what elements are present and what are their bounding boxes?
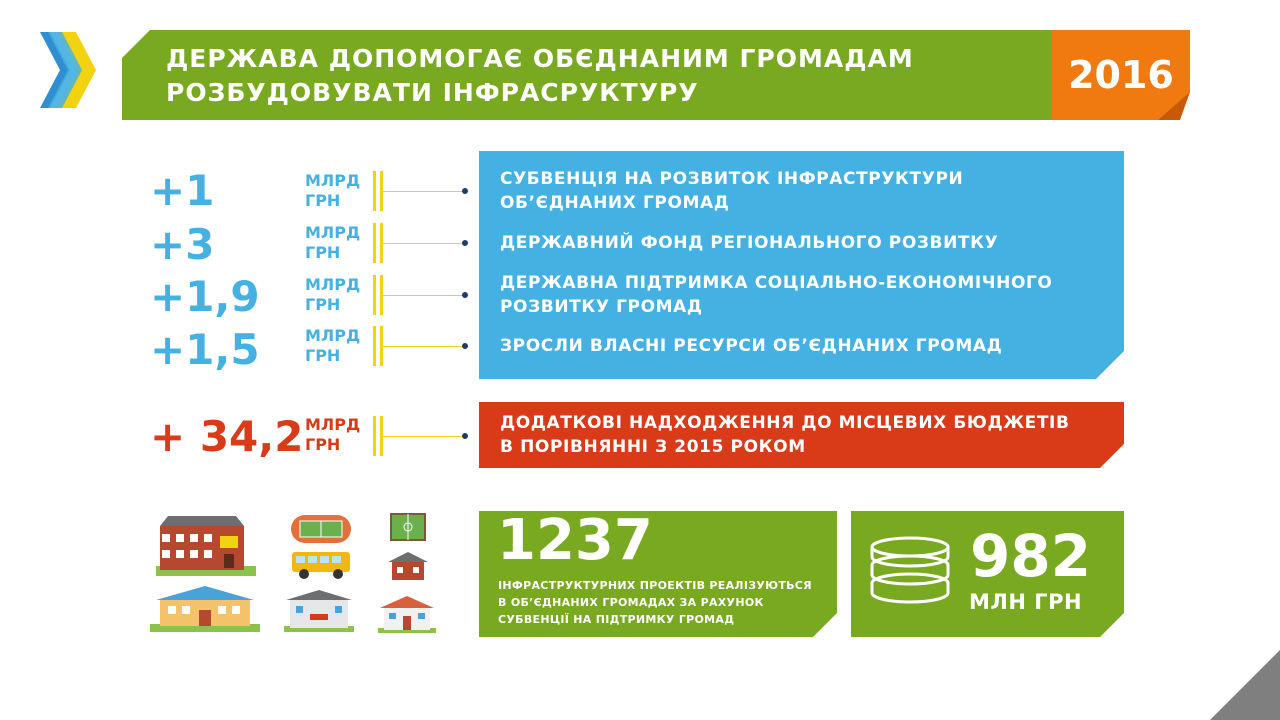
- row-2-dot: [462, 240, 468, 246]
- total-dot: [462, 433, 468, 439]
- hospital-icon: [282, 588, 356, 634]
- total-connector: [383, 436, 463, 437]
- kindergarten-icon: [146, 584, 264, 634]
- school-bus-icon: [290, 550, 352, 580]
- total-unit: МЛРД ГРН: [305, 415, 361, 454]
- year-label: 2016: [1068, 53, 1174, 97]
- row-1-description: СУБВЕНЦІЯ НА РОЗВИТОК ІНФРАСТРУКТУРИ ОБ’ЄДНАНИХ ГРОМАД: [500, 169, 964, 213]
- row-4-description: ЗРОСЛИ ВЛАСНІ РЕСУРСИ ОБ’ЄДНАНИХ ГРОМАД: [500, 336, 1003, 356]
- money-amount: 982: [970, 522, 1092, 590]
- row-3-bar-a: [373, 275, 376, 315]
- row-3-connector: [383, 295, 463, 296]
- money-panel-cut: [1100, 613, 1124, 637]
- row-1-dot: [462, 188, 468, 194]
- small-house-icon: [388, 550, 428, 582]
- header-notch: [122, 30, 150, 58]
- row-3-description: ДЕРЖАВНА ПІДТРИМКА СОЦІАЛЬНО-ЕКОНОМІЧНОГО РОЗВИТКУ ГРОМАД: [500, 273, 1053, 317]
- row-2-connector: [383, 243, 463, 244]
- row-2-value: +3: [150, 220, 215, 269]
- page-title-line-2: РОЗБУДОВУВАТИ ІНФРАСРУКТУРУ: [166, 78, 699, 107]
- row-3-dot: [462, 292, 468, 298]
- row-4-dot: [462, 343, 468, 349]
- corner-triangle: [1210, 650, 1280, 720]
- projects-panel-cut: [813, 613, 837, 637]
- projects-count: 1237: [497, 508, 653, 573]
- year-fold-shape: [1158, 92, 1190, 120]
- total-bar-a: [373, 416, 376, 456]
- row-4-unit: МЛРД ГРН: [305, 326, 361, 365]
- total-value: + 34,2: [150, 412, 304, 461]
- stadium-icon: [290, 514, 352, 544]
- row-2-description: ДЕРЖАВНИЙ ФОНД РЕГІОНАЛЬНОГО РОЗВИТКУ: [500, 233, 999, 253]
- total-description: ДОДАТКОВІ НАДХОДЖЕННЯ ДО МІСЦЕВИХ БЮДЖЕТІВ В ПОРІВНЯННІ З 2015 РОКОМ: [500, 413, 1070, 457]
- projects-description: ІНФРАСТРУКТУРНИХ ПРОЕКТІВ РЕАЛІЗУЮТЬСЯ В ОБ’ЄДНАНИХ ГРОМАДАХ ЗА РАХУНОК СУБВЕНЦІЇ НА ПІДТРИМКУ ГРОМАД: [498, 579, 812, 626]
- row-2-unit: МЛРД ГРН: [305, 223, 361, 262]
- money-unit: МЛН ГРН: [969, 590, 1083, 614]
- clinic-icon: [376, 594, 438, 634]
- funding-panel-cut: [1096, 351, 1124, 379]
- row-3-value: +1,9: [150, 272, 260, 321]
- row-3-unit: МЛРД ГРН: [305, 275, 361, 314]
- row-2-bar-a: [373, 223, 376, 263]
- logo-chevrons-icon: [36, 30, 102, 110]
- row-4-value: +1,5: [150, 325, 260, 374]
- row-1-connector: [383, 191, 463, 192]
- football-field-icon: [390, 513, 426, 541]
- page-title-line-1: ДЕРЖАВА ДОПОМОГАЄ ОБЄДНАНИМ ГРОМАДАМ: [166, 44, 914, 73]
- row-4-bar-a: [373, 326, 376, 366]
- school-building-icon: [146, 512, 264, 578]
- total-panel-cut: [1100, 444, 1124, 468]
- row-1-value: +1: [150, 166, 215, 215]
- row-1-bar-a: [373, 171, 376, 211]
- row-1-unit: МЛРД ГРН: [305, 171, 361, 210]
- coins-stack-icon: [866, 535, 954, 613]
- row-4-connector: [383, 346, 463, 347]
